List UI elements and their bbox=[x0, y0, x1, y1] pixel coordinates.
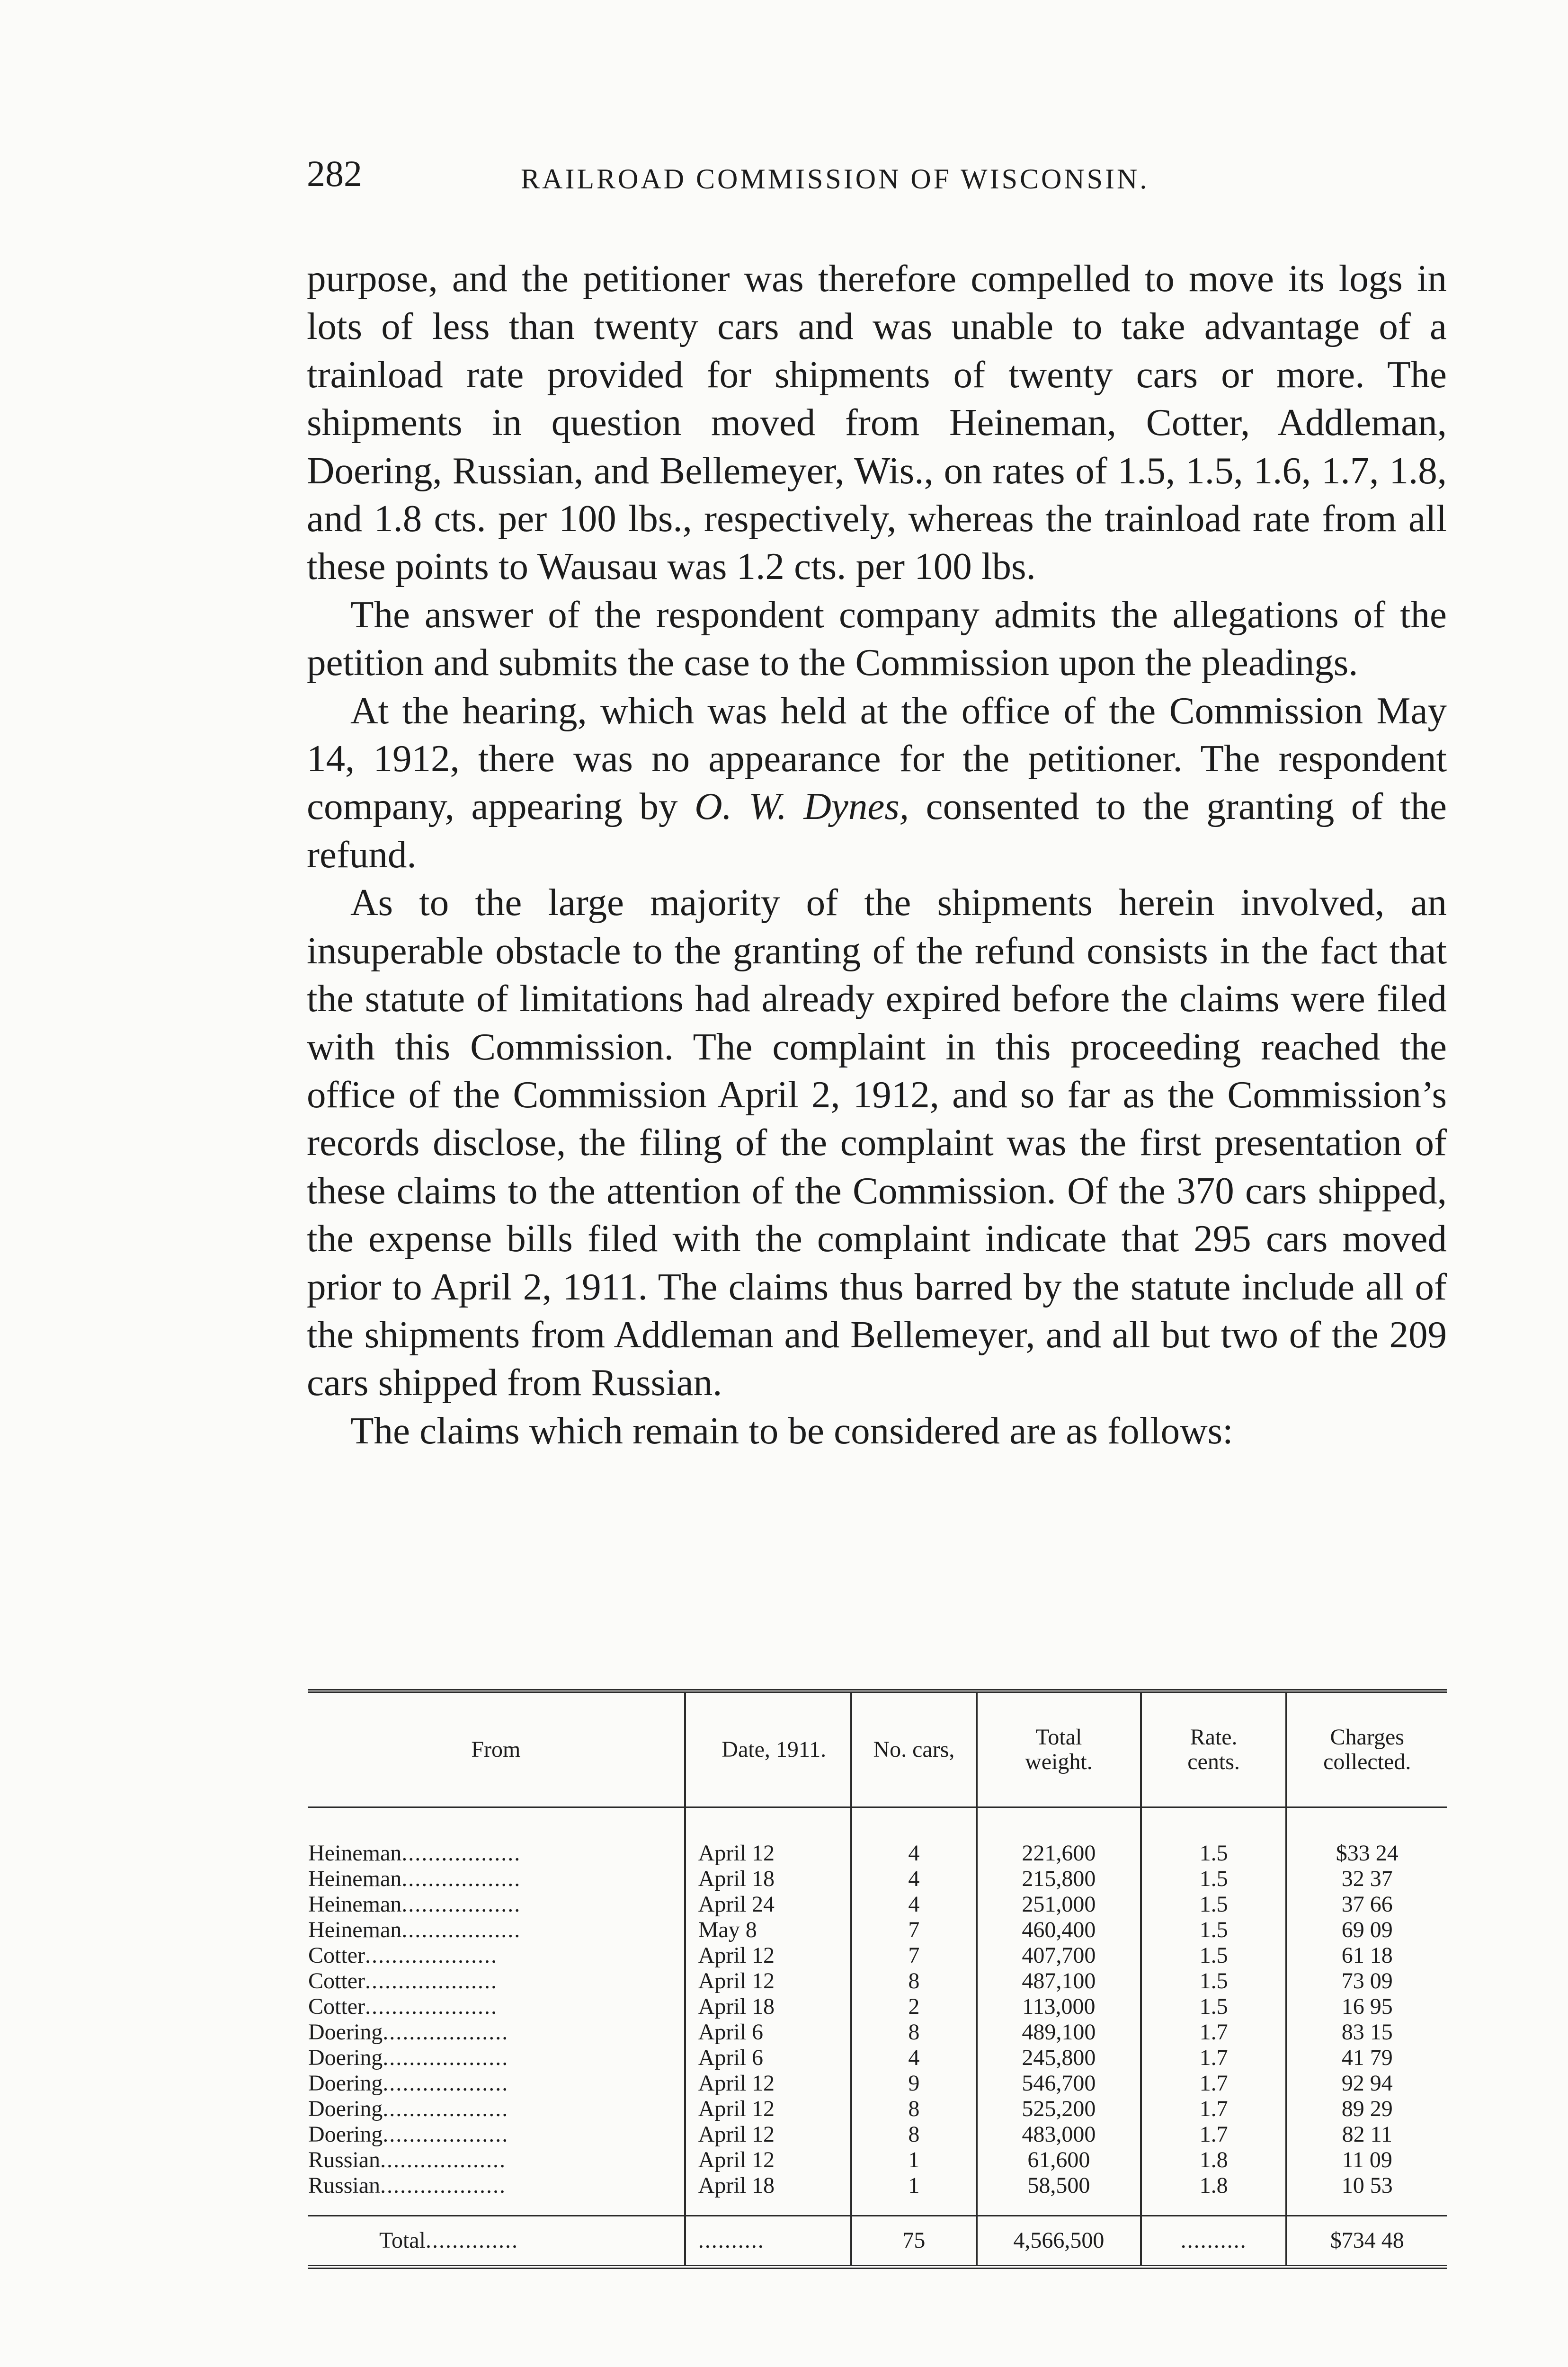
cell-charges: 92 94 bbox=[1286, 2071, 1447, 2096]
cell-weight: 487,100 bbox=[977, 1968, 1141, 1994]
cell-rate: 1.8 bbox=[1141, 2173, 1287, 2216]
total-cars: 75 bbox=[851, 2216, 977, 2267]
paragraph-text: At the hearing, which was held at the office of the Commission May 14, 1912, there was no appearance for the petitioner. The respondent company, appearing by bbox=[307, 689, 1447, 828]
cell-cars: 7 bbox=[851, 1917, 977, 1943]
cell-cars: 8 bbox=[851, 1968, 977, 1994]
cell-rate: 1.7 bbox=[1141, 2020, 1287, 2045]
running-head: RAILROAD COMMISSION OF WISCONSIN. bbox=[521, 163, 1149, 195]
cell-weight: 489,100 bbox=[977, 2020, 1141, 2045]
cell-rate: 1.7 bbox=[1141, 2096, 1287, 2122]
col-header-from: From bbox=[308, 1691, 685, 1807]
cell-date: April 18 bbox=[685, 1866, 851, 1892]
table-row bbox=[308, 1866, 1447, 1892]
table-total-row bbox=[308, 2216, 1447, 2267]
cell-from: Cotter.................... bbox=[308, 1968, 498, 1993]
col-header-weight: Total weight. bbox=[977, 1691, 1141, 1807]
cell-cars: 8 bbox=[851, 2096, 977, 2122]
cell-charges: 16 95 bbox=[1286, 1994, 1447, 2020]
total-date-cell: .......... bbox=[685, 2216, 851, 2267]
cell-from: Doering................... bbox=[308, 2096, 509, 2121]
cell-weight: 61,600 bbox=[977, 2147, 1141, 2173]
table-row bbox=[308, 1943, 1447, 1968]
paragraph: The claims which remain to be considered are as follows: bbox=[350, 1409, 1233, 1452]
counsel-name: O. W. Dynes, bbox=[695, 785, 909, 828]
cell-weight: 460,400 bbox=[977, 1917, 1141, 1943]
cell-cars: 8 bbox=[851, 2020, 977, 2045]
cell-rate: 1.5 bbox=[1141, 1866, 1287, 1892]
cell-rate: 1.5 bbox=[1141, 1807, 1287, 1867]
cell-date: April 12 bbox=[685, 1943, 851, 1968]
cell-date: April 12 bbox=[685, 1807, 851, 1867]
table-row bbox=[308, 2096, 1447, 2122]
col-header-charges: Charges collected. bbox=[1286, 1691, 1447, 1807]
col-header-cars: No. cars, bbox=[851, 1691, 977, 1807]
total-weight: 4,566,500 bbox=[977, 2216, 1141, 2267]
cell-weight: 251,000 bbox=[977, 1892, 1141, 1917]
cell-date: April 12 bbox=[685, 2147, 851, 2173]
cell-charges: 11 09 bbox=[1286, 2147, 1447, 2173]
body-text bbox=[307, 255, 1447, 1455]
table-row bbox=[308, 2071, 1447, 2096]
cell-date: April 18 bbox=[685, 1994, 851, 2020]
cell-weight: 245,800 bbox=[977, 2045, 1141, 2071]
cell-weight: 221,600 bbox=[977, 1807, 1141, 1867]
cell-weight: 525,200 bbox=[977, 2096, 1141, 2122]
cell-rate: 1.5 bbox=[1141, 1943, 1287, 1968]
cell-cars: 7 bbox=[851, 1943, 977, 1968]
paragraph: purpose, and the petitioner was therefore compelled to move its logs in lots of less than twenty cars and was unable to take advantage of a trainload rate provided for shipments of twenty cars or more. The shipments in question moved from Heineman, Cotter, Addleman, Doering, Russian, and Bellemeyer, Wis., on rates of 1.5, 1.5, 1.6, 1.7, 1.8, and 1.8 cts. per 100 lbs., respectively, whereas the trainload rate from all these points to Wausau was 1.2 cts. per 100 lbs. bbox=[307, 257, 1447, 588]
cell-charges: 10 53 bbox=[1286, 2173, 1447, 2216]
cell-rate: 1.7 bbox=[1141, 2122, 1287, 2147]
cell-from: Heineman.................. bbox=[308, 1892, 521, 1917]
cell-date: April 18 bbox=[685, 2173, 851, 2216]
page-number: 282 bbox=[307, 153, 362, 194]
table-row bbox=[308, 2122, 1447, 2147]
col-header-date: Date, 1911. bbox=[685, 1691, 851, 1807]
table-row bbox=[308, 2173, 1447, 2216]
cell-date: April 24 bbox=[685, 1892, 851, 1917]
cell-cars: 8 bbox=[851, 2122, 977, 2147]
cell-from: Doering................... bbox=[308, 2045, 509, 2070]
total-label-cell: Total.............. bbox=[308, 2216, 685, 2267]
cell-date: April 6 bbox=[685, 2020, 851, 2045]
cell-weight: 215,800 bbox=[977, 1866, 1141, 1892]
table-row bbox=[308, 1807, 1447, 1867]
table-header-row bbox=[308, 1691, 1447, 1807]
cell-cars: 4 bbox=[851, 1892, 977, 1917]
cell-rate: 1.7 bbox=[1141, 2071, 1287, 2096]
cell-weight: 483,000 bbox=[977, 2122, 1141, 2147]
hearing-paragraph bbox=[307, 687, 1447, 879]
cell-charges: 41 79 bbox=[1286, 2045, 1447, 2071]
col-header-rate: Rate. cents. bbox=[1141, 1691, 1287, 1807]
cell-charges: 69 09 bbox=[1286, 1917, 1447, 1943]
cell-rate: 1.8 bbox=[1141, 2147, 1287, 2173]
paragraph-text: consented to the granting of the refund. bbox=[307, 785, 1447, 876]
cell-charges: 73 09 bbox=[1286, 1968, 1447, 1994]
cell-rate: 1.5 bbox=[1141, 1892, 1287, 1917]
cell-weight: 58,500 bbox=[977, 2173, 1141, 2216]
cell-cars: 1 bbox=[851, 2173, 977, 2216]
table-row bbox=[308, 1917, 1447, 1943]
table-row bbox=[308, 1994, 1447, 2020]
cell-charges: $33 24 bbox=[1286, 1807, 1447, 1867]
cell-from: Doering................... bbox=[308, 2122, 509, 2147]
paragraph: The answer of the respondent company admits the allegations of the petition and submits the case to the Commission upon the pleadings. bbox=[307, 593, 1447, 684]
cell-from: Doering................... bbox=[308, 2071, 509, 2096]
table-row bbox=[308, 1968, 1447, 1994]
cell-date: April 12 bbox=[685, 2071, 851, 2096]
cell-from: Heineman.................. bbox=[308, 1841, 521, 1866]
cell-rate: 1.5 bbox=[1141, 1917, 1287, 1943]
cell-charges: 89 29 bbox=[1286, 2096, 1447, 2122]
cell-from: Russian................... bbox=[308, 2173, 507, 2198]
table-row bbox=[308, 2045, 1447, 2071]
cell-cars: 9 bbox=[851, 2071, 977, 2096]
cell-weight: 407,700 bbox=[977, 1943, 1141, 1968]
cell-date: April 12 bbox=[685, 2122, 851, 2147]
cell-from: Cotter.................... bbox=[308, 1994, 498, 2019]
cell-charges: 32 37 bbox=[1286, 1866, 1447, 1892]
total-charges: $734 48 bbox=[1286, 2216, 1447, 2267]
cell-charges: 61 18 bbox=[1286, 1943, 1447, 1968]
cell-weight: 546,700 bbox=[977, 2071, 1141, 2096]
cell-rate: 1.5 bbox=[1141, 1994, 1287, 2020]
total-rate-cell: .......... bbox=[1141, 2216, 1287, 2267]
cell-date: April 12 bbox=[685, 1968, 851, 1994]
claims-table bbox=[308, 1689, 1447, 2269]
cell-cars: 4 bbox=[851, 2045, 977, 2071]
cell-rate: 1.7 bbox=[1141, 2045, 1287, 2071]
cell-cars: 2 bbox=[851, 1994, 977, 2020]
cell-charges: 82 11 bbox=[1286, 2122, 1447, 2147]
cell-from: Heineman.................. bbox=[308, 1866, 521, 1891]
cell-from: Doering................... bbox=[308, 2020, 509, 2045]
cell-rate: 1.5 bbox=[1141, 1968, 1287, 1994]
cell-from: Cotter.................... bbox=[308, 1943, 498, 1968]
cell-from: Russian................... bbox=[308, 2147, 507, 2172]
cell-charges: 37 66 bbox=[1286, 1892, 1447, 1917]
paragraph: As to the large majority of the shipments herein involved, an insuperable obstacle to the granting of the refund consists in the fact that the statute of limitations had already expired before the claims were filed with this Commission. The complaint in this proceeding reached the office of the Commission April 2, 1912, and so far as the Commission’s records disclose, the filing of the complaint was the first presentation of these claims to the attention of the Commission. Of the 370 cars shipped, the expense bills filed with the complaint indicate that 295 cars moved prior to April 2, 1911. The claims thus barred by the statute include all of the shipments from Addleman and Bellemeyer, and all but two of the 209 cars shipped from Russian. bbox=[307, 881, 1447, 1404]
cell-cars: 4 bbox=[851, 1807, 977, 1867]
table-row bbox=[308, 2020, 1447, 2045]
cell-date: April 6 bbox=[685, 2045, 851, 2071]
cell-from: Heineman.................. bbox=[308, 1917, 521, 1942]
cell-date: May 8 bbox=[685, 1917, 851, 1943]
cell-cars: 1 bbox=[851, 2147, 977, 2173]
table-row bbox=[308, 1892, 1447, 1917]
cell-date: April 12 bbox=[685, 2096, 851, 2122]
cell-cars: 4 bbox=[851, 1866, 977, 1892]
table-row bbox=[308, 2147, 1447, 2173]
cell-charges: 83 15 bbox=[1286, 2020, 1447, 2045]
cell-weight: 113,000 bbox=[977, 1994, 1141, 2020]
